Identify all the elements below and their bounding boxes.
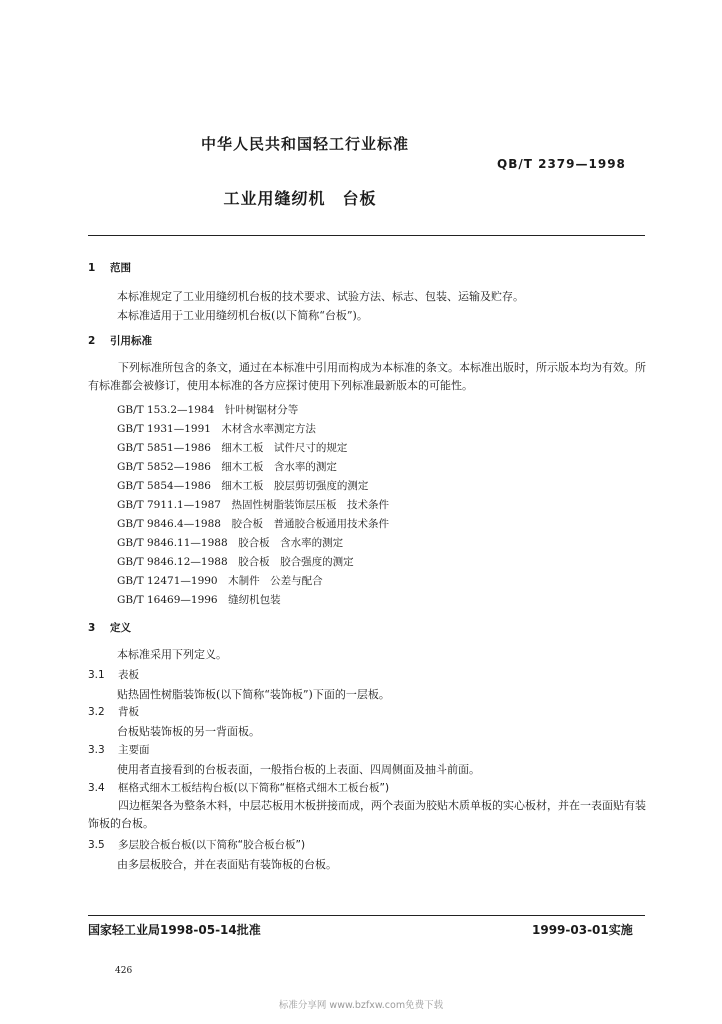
page-number: 426	[115, 966, 133, 976]
definition-number: 3.3	[88, 744, 105, 756]
section-1-para-1: 本标准规定了工业用缝纫机台板的技术要求、试验方法、标志、包装、运输及贮存。	[117, 290, 524, 303]
reference-item: GB/T 12471—1990 木制件 公差与配合	[117, 575, 323, 587]
definition-term: 框格式细木工板结构台板(以下简称“框格式细木工板台板”)	[118, 782, 390, 794]
section-title: 范围	[110, 262, 131, 274]
section-3-heading	[88, 620, 131, 635]
section-number: 3	[88, 622, 96, 634]
reference-item: GB/T 5852—1986 细木工板 含水率的测定	[117, 461, 337, 473]
definition-3-2-body: 台板贴装饰板的另一背面板。	[117, 725, 260, 738]
reference-item: GB/T 153.2—1984 针叶树锯材分等	[117, 404, 299, 416]
definition-term: 主要面	[118, 744, 150, 756]
definition-3-1-body: 贴热固性树脂装饰板(以下简称“装饰板”)下面的一层板。	[117, 688, 390, 701]
definition-term: 表板	[118, 669, 139, 681]
reference-item: GB/T 16469—1996 缝纫机包装	[117, 594, 281, 606]
definition-number: 3.1	[88, 669, 105, 681]
section-1-heading	[88, 260, 131, 275]
section-3-intro: 本标准采用下列定义。	[117, 648, 227, 661]
section-1-para-2: 本标准适用于工业用缝纫机台板(以下简称“台板”)。	[117, 309, 368, 322]
section-number: 2	[88, 335, 96, 347]
definition-term: 多层胶合板台板(以下简称“胶合板台板”)	[118, 839, 306, 851]
definition-3-3-body: 使用者直接看到的台板表面，一般指台板的上表面、四周侧面及抽斗前面。	[117, 763, 480, 776]
section-2-heading	[88, 333, 152, 348]
definition-3-5-body: 由多层板胶合，并在表面贴有装饰板的台板。	[117, 858, 337, 871]
approval-date: 国家轻工业局1998-05-14批准	[88, 923, 261, 937]
definition-number: 3.2	[88, 706, 105, 718]
reference-item: GB/T 7911.1—1987 热固性树脂装饰层压板 技术条件	[117, 499, 389, 511]
standard-org-title: 中华人民共和国轻工行业标准	[200, 135, 409, 153]
section-2-intro: 下列标准所包含的条文，通过在本标准中引用而构成为本标准的条文。本标准出版时，所示版本均为有效。所有标准都会被修订，使用本标准的各方应探讨使用下列标准最新版本的可能性。	[88, 361, 646, 392]
definition-number: 3.4	[88, 782, 105, 794]
effective-date: 1999-03-01实施	[532, 923, 633, 937]
watermark-text[interactable]: 标准分享网 www.bzfxw.com免费下载	[278, 1000, 444, 1011]
definition-3-4-body: 四边框架各为整条木料，中层芯板用木板拼接而成，两个表面为胶贴木质单板的实心板材，并在一表面贴有装饰板的台板。	[88, 799, 646, 830]
document-title: 工业用缝纫机 台板	[223, 189, 377, 208]
footer-divider	[88, 915, 645, 916]
definition-3-1-heading	[88, 667, 139, 682]
section-title: 引用标准	[110, 335, 152, 347]
reference-item: GB/T 5851—1986 细木工板 试件尺寸的规定	[117, 442, 348, 454]
definition-3-2-heading	[88, 704, 139, 719]
section-number: 1	[88, 262, 96, 274]
header-divider	[88, 235, 645, 236]
definition-3-3-heading	[88, 742, 150, 757]
reference-item: GB/T 9846.12—1988 胶合板 胶合强度的测定	[117, 556, 354, 568]
reference-item: GB/T 9846.4—1988 胶合板 普通胶合板通用技术条件	[117, 518, 389, 530]
reference-item: GB/T 1931—1991 木材含水率测定方法	[117, 423, 316, 435]
definition-3-5-heading	[88, 837, 305, 852]
definition-term: 背板	[118, 706, 139, 718]
standard-code: QB/T 2379—1998	[497, 157, 626, 171]
definition-number: 3.5	[88, 839, 105, 851]
reference-item: GB/T 5854—1986 细木工板 胶层剪切强度的测定	[117, 480, 369, 492]
definition-3-4-heading	[88, 780, 389, 795]
section-title: 定义	[110, 622, 131, 634]
reference-item: GB/T 9846.11—1988 胶合板 含水率的测定	[117, 537, 344, 549]
